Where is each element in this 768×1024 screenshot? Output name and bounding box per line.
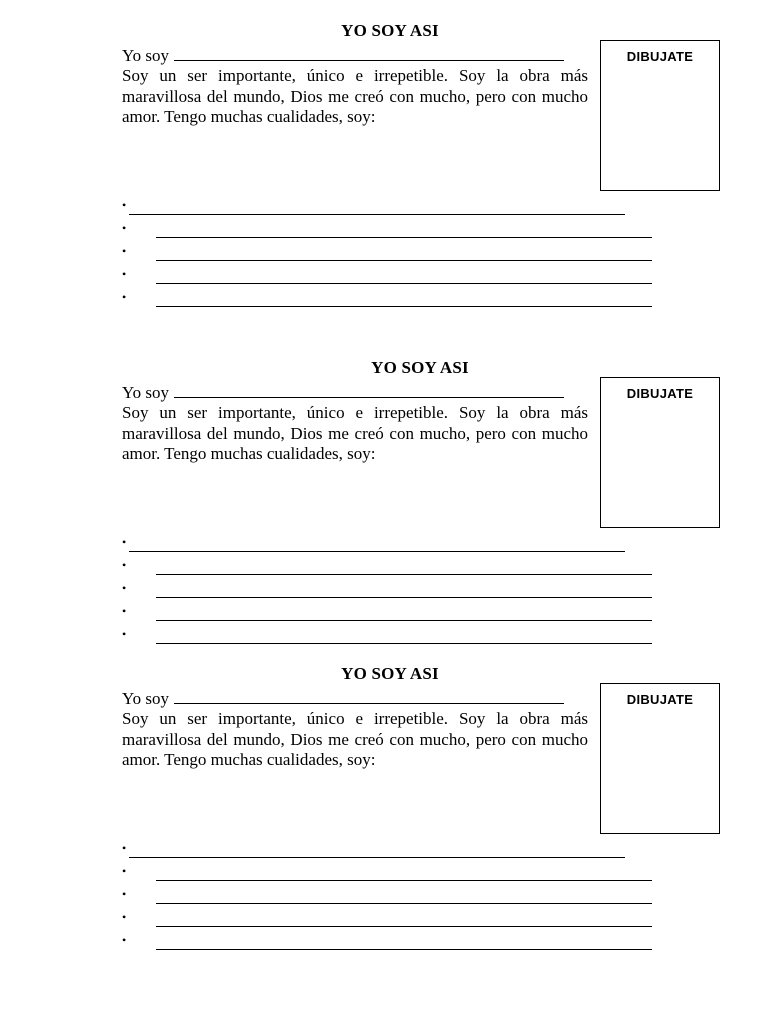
answer-line[interactable] xyxy=(129,551,625,552)
name-field xyxy=(122,382,564,403)
bullet-icon: • xyxy=(122,864,127,878)
answer-line[interactable] xyxy=(129,857,625,858)
answer-line[interactable] xyxy=(156,283,652,284)
list-item xyxy=(122,862,662,885)
name-blank[interactable] xyxy=(174,45,564,61)
bullet-icon: • xyxy=(122,887,127,901)
answer-line[interactable] xyxy=(156,880,652,881)
bullet-icon: • xyxy=(122,627,127,641)
answer-line[interactable] xyxy=(156,260,652,261)
answer-line[interactable] xyxy=(156,949,652,950)
section-title: YO SOY ASI xyxy=(371,358,469,377)
answer-line[interactable] xyxy=(156,306,652,307)
worksheet-section-3 xyxy=(0,664,768,974)
bullet-icon: • xyxy=(122,841,127,855)
list-item xyxy=(122,219,662,242)
bullet-icon: • xyxy=(122,535,127,549)
bullet-icon: • xyxy=(122,933,127,947)
answer-line[interactable] xyxy=(156,597,652,598)
bullet-icon: • xyxy=(122,290,127,304)
list-item xyxy=(122,908,662,931)
body-paragraph: Soy un ser importante, único e irrepetible. Soy la obra más maravillosa del mundo, Dios me creó con mucho, pero con mucho amor. Tengo muchas cualidades, soy: xyxy=(122,66,588,126)
drawing-box[interactable] xyxy=(600,40,720,191)
list-item xyxy=(122,533,662,556)
drawing-box[interactable] xyxy=(600,377,720,528)
body-paragraph: Soy un ser importante, único e irrepetible. Soy la obra más maravillosa del mundo, Dios me creó con mucho, pero con mucho amor. Tengo muchas cualidades, soy: xyxy=(122,709,588,769)
worksheet-section-1 xyxy=(0,21,768,331)
body-paragraph: Soy un ser importante, único e irrepetible. Soy la obra más maravillosa del mundo, Dios me creó con mucho, pero con mucho amor. Tengo muchas cualidades, soy: xyxy=(122,403,588,463)
bullet-icon: • xyxy=(122,604,127,618)
drawing-box[interactable] xyxy=(600,683,720,834)
answer-line[interactable] xyxy=(156,903,652,904)
answer-line[interactable] xyxy=(156,643,652,644)
list-item xyxy=(122,556,662,579)
name-label: Yo soy xyxy=(122,383,169,402)
name-label: Yo soy xyxy=(122,46,169,65)
qualities-list xyxy=(122,196,662,311)
list-item xyxy=(122,602,662,625)
bullet-icon: • xyxy=(122,244,127,258)
worksheet-section-2 xyxy=(0,358,768,668)
bullet-icon: • xyxy=(122,910,127,924)
drawing-box-label: DIBUJATE xyxy=(626,386,694,401)
list-item xyxy=(122,265,662,288)
bullet-icon: • xyxy=(122,267,127,281)
answer-line[interactable] xyxy=(156,237,652,238)
section-title: YO SOY ASI xyxy=(341,21,439,40)
list-item xyxy=(122,931,662,954)
bullet-icon: • xyxy=(122,198,127,212)
answer-line[interactable] xyxy=(129,214,625,215)
bullet-icon: • xyxy=(122,558,127,572)
list-item xyxy=(122,242,662,265)
list-item xyxy=(122,196,662,219)
qualities-list xyxy=(122,839,662,954)
qualities-list xyxy=(122,533,662,648)
section-title: YO SOY ASI xyxy=(341,664,439,683)
list-item xyxy=(122,625,662,648)
list-item xyxy=(122,579,662,602)
answer-line[interactable] xyxy=(156,620,652,621)
list-item xyxy=(122,288,662,311)
name-blank[interactable] xyxy=(174,688,564,704)
bullet-icon: • xyxy=(122,221,127,235)
bullet-icon: • xyxy=(122,581,127,595)
list-item xyxy=(122,839,662,862)
answer-line[interactable] xyxy=(156,574,652,575)
name-blank[interactable] xyxy=(174,382,564,398)
name-field xyxy=(122,688,564,709)
answer-line[interactable] xyxy=(156,926,652,927)
drawing-box-label: DIBUJATE xyxy=(626,49,694,64)
name-field xyxy=(122,45,564,66)
drawing-box-label: DIBUJATE xyxy=(626,692,694,707)
list-item xyxy=(122,885,662,908)
name-label: Yo soy xyxy=(122,689,169,708)
